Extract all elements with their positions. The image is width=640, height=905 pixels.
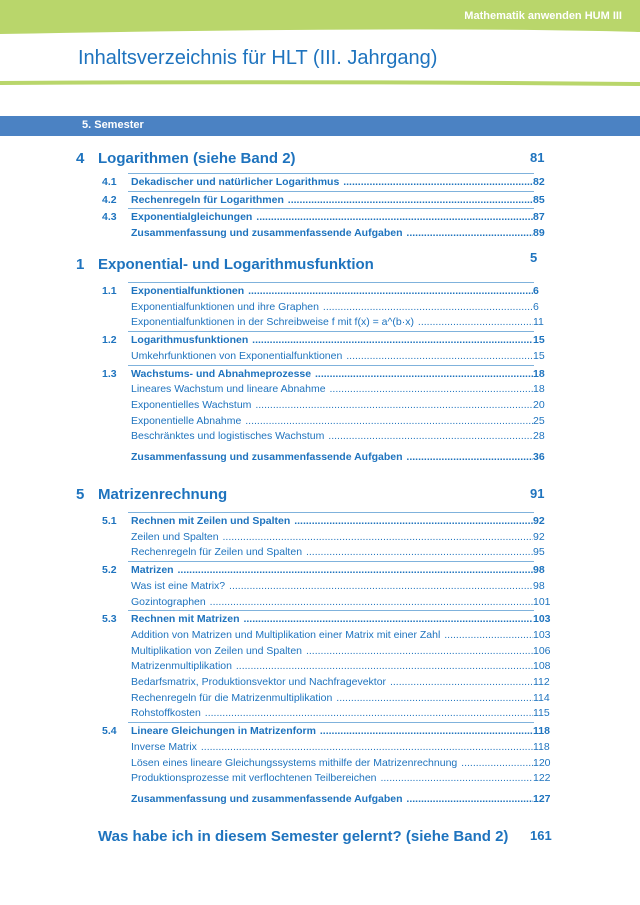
entry-title: Exponentialfunktionen in der Schreibweise f mit f(x) = a^(b·x) xyxy=(131,316,415,329)
entry-leader xyxy=(131,612,533,627)
entry-page: 6 xyxy=(533,284,563,299)
semester-bar xyxy=(0,116,640,136)
header-band xyxy=(0,0,640,38)
entry-page: 95 xyxy=(533,545,563,560)
toc-entry-row[interactable] xyxy=(0,675,640,690)
section-divider xyxy=(128,722,534,723)
entry-leader xyxy=(131,450,533,465)
entry-title: Gozintographen xyxy=(131,595,206,608)
entry-title: Logarithmusfunktionen xyxy=(131,334,249,347)
chapter-heading[interactable] xyxy=(0,150,640,172)
entry-leader xyxy=(131,333,533,348)
entry-page: 18 xyxy=(533,382,563,397)
toc-entry-row[interactable] xyxy=(0,530,640,545)
chapter-title: Exponential- und Logarithmusfunktion xyxy=(98,256,374,273)
entry-title: Rohstoffkosten xyxy=(131,707,201,720)
entry-title: Multiplikation von Zeilen und Spalten xyxy=(131,644,303,657)
entry-leader xyxy=(131,628,533,643)
section-number: 5.4 xyxy=(102,725,117,738)
entry-title: Zusammenfassung und zusammenfassende Aufgaben xyxy=(131,227,403,240)
entry-page: 18 xyxy=(533,367,563,382)
entry-title: Exponentialfunktionen xyxy=(131,285,245,297)
toc-entry-row[interactable] xyxy=(0,398,640,413)
closing-heading[interactable] xyxy=(0,826,640,848)
toc-entry-row[interactable] xyxy=(0,429,640,444)
toc-entry-row[interactable] xyxy=(0,792,640,807)
entry-page: 101 xyxy=(533,595,563,610)
entry-title: Dekadischer und natürlicher Logarithmus xyxy=(131,176,340,188)
section-number: 1.3 xyxy=(102,367,117,380)
toc-entry-row[interactable] xyxy=(0,349,640,364)
entry-leader xyxy=(131,724,533,739)
entry-title: Bedarfsmatrix, Produktionsvektor und Nachfragevektor xyxy=(131,676,387,688)
entry-leader xyxy=(131,349,533,364)
entry-page: 92 xyxy=(533,514,563,529)
entry-title: Matrizen xyxy=(131,564,174,577)
entry-page: 20 xyxy=(533,398,563,413)
entry-leader xyxy=(131,706,533,721)
entry-title: Lineares Wachstum und lineare Abnahme xyxy=(131,383,326,396)
chapter-number: 4 xyxy=(76,150,85,167)
toc-entry-row[interactable] xyxy=(0,579,640,594)
closing-title: Was habe ich in diesem Semester gelernt? (siehe Band 2) xyxy=(98,828,509,845)
entry-title: Inverse Matrix xyxy=(131,740,197,753)
chapter-heading[interactable] xyxy=(0,486,640,508)
entry-title: Rechenregeln für Logarithmen xyxy=(131,193,284,206)
entry-page: 98 xyxy=(533,563,563,578)
entry-page: 114 xyxy=(533,691,563,706)
toc-entry-row[interactable] xyxy=(0,450,640,465)
toc-entry-row[interactable] xyxy=(0,545,640,560)
entry-title: Rechnen mit Zeilen und Spalten xyxy=(131,515,291,527)
entry-page: 85 xyxy=(533,193,563,208)
entry-page: 6 xyxy=(533,300,563,315)
section-divider xyxy=(128,282,534,283)
entry-page: 98 xyxy=(533,579,563,594)
toc-entry-row[interactable] xyxy=(0,315,640,330)
toc-entry-row[interactable] xyxy=(0,300,640,315)
section-number: 1.1 xyxy=(102,285,117,297)
chapter-title: Matrizenrechnung xyxy=(98,486,228,503)
section-divider xyxy=(128,173,534,174)
entry-page: 92 xyxy=(533,530,563,545)
entry-page: 11 xyxy=(533,315,563,330)
section-divider xyxy=(128,561,534,562)
closing-page: 161 xyxy=(530,828,552,843)
entry-leader xyxy=(131,398,533,413)
entry-page: 106 xyxy=(533,644,563,659)
entry-page: 15 xyxy=(533,349,563,364)
section-number: 5.1 xyxy=(102,515,117,527)
section-divider xyxy=(128,331,534,332)
entry-title: Zeilen und Spalten xyxy=(131,530,219,543)
toc-entry-row[interactable] xyxy=(0,382,640,397)
toc-section-row[interactable] xyxy=(0,724,640,739)
entry-title: Exponentielles Wachstum xyxy=(131,398,252,411)
semester-label: 5. Semester xyxy=(82,119,144,131)
entry-leader xyxy=(131,315,533,330)
toc-section-row[interactable] xyxy=(0,193,640,208)
entry-page: 108 xyxy=(533,659,563,674)
entry-leader xyxy=(131,382,533,397)
entry-leader xyxy=(131,367,533,382)
toc-entry-row[interactable] xyxy=(0,226,640,241)
entry-title: Zusammenfassung und zusammenfassende Aufgaben xyxy=(131,792,403,805)
toc-section-row[interactable] xyxy=(0,612,640,627)
entry-leader xyxy=(131,579,533,594)
entry-title: Exponentialgleichungen xyxy=(131,211,253,224)
entry-leader xyxy=(131,595,533,610)
entry-page: 82 xyxy=(533,175,563,190)
entry-page: 127 xyxy=(533,792,563,807)
entry-leader xyxy=(131,545,533,560)
toc-entry-row[interactable] xyxy=(0,740,640,755)
entry-page: 103 xyxy=(533,628,563,643)
entry-title: Produktionsprozesse mit verflochtenen Teilbereichen xyxy=(131,772,377,785)
entry-title: Was ist eine Matrix? xyxy=(131,579,226,592)
section-number: 4.1 xyxy=(102,176,117,188)
toc-entry-row[interactable] xyxy=(0,706,640,721)
page-title: Inhaltsverzeichnis für HLT (III. Jahrgang) xyxy=(78,47,438,69)
entry-page: 115 xyxy=(533,706,563,721)
toc-entry-row[interactable] xyxy=(0,595,640,610)
entry-title: Addition von Matrizen und Multiplikation einer Matrix mit einer Zahl xyxy=(131,628,441,641)
entry-leader xyxy=(131,429,533,444)
entry-leader xyxy=(131,175,533,190)
toc-section-row[interactable] xyxy=(0,175,640,190)
section-number: 4.2 xyxy=(102,193,117,206)
entry-leader xyxy=(131,514,533,529)
entry-title: Umkehrfunktionen von Exponentialfunktionen xyxy=(131,349,343,362)
chapter-heading[interactable] xyxy=(0,250,640,278)
toc-entry-row[interactable] xyxy=(0,771,640,786)
entry-title: Lineare Gleichungen in Matrizenform xyxy=(131,725,316,738)
entry-leader xyxy=(131,740,533,755)
entry-leader xyxy=(131,530,533,545)
section-divider xyxy=(128,208,534,209)
entry-page: 103 xyxy=(533,612,563,627)
chapter-number: 1 xyxy=(76,256,85,273)
toc-entry-row[interactable] xyxy=(0,628,640,643)
toc-entry-row[interactable] xyxy=(0,659,640,674)
toc-entry-row[interactable] xyxy=(0,644,640,659)
section-number: 4.3 xyxy=(102,211,117,224)
entry-title: Wachstums- und Abnahmeprozesse xyxy=(131,367,312,380)
toc-section-row[interactable] xyxy=(0,333,640,348)
section-divider xyxy=(128,512,534,513)
toc-section-row[interactable] xyxy=(0,210,640,225)
entry-page: 87 xyxy=(533,210,563,225)
toc-entry-row[interactable] xyxy=(0,414,640,429)
toc-entry-row[interactable] xyxy=(0,756,640,771)
entry-title: Exponentielle Abnahme xyxy=(131,414,242,427)
entry-leader xyxy=(131,284,533,299)
title-underline xyxy=(0,79,640,87)
entry-title: Beschränktes und logistisches Wachstum xyxy=(131,430,325,443)
entry-leader xyxy=(131,300,533,315)
chapter-page: 5 xyxy=(530,250,538,265)
entry-leader xyxy=(131,210,533,225)
entry-leader xyxy=(131,756,533,771)
section-number: 1.2 xyxy=(102,334,117,347)
entry-title: Rechnen mit Matrizen xyxy=(131,613,240,626)
entry-page: 122 xyxy=(533,771,563,786)
section-number: 5.2 xyxy=(102,564,117,577)
entry-page: 15 xyxy=(533,333,563,348)
entry-leader xyxy=(131,771,533,786)
entry-title: Lösen eines lineare Gleichungssystems mithilfe der Matrizenrechnung xyxy=(131,756,458,769)
entry-title: Rechenregeln für die Matrizenmultiplikation xyxy=(131,691,333,704)
entry-leader xyxy=(131,193,533,208)
entry-page: 118 xyxy=(533,740,563,755)
entry-page: 25 xyxy=(533,414,563,429)
entry-title: Rechenregeln für Zeilen und Spalten xyxy=(131,546,303,559)
entry-page: 120 xyxy=(533,756,563,771)
chapter-page: 91 xyxy=(530,486,545,501)
entry-leader xyxy=(131,226,533,241)
entry-page: 89 xyxy=(533,226,563,241)
entry-leader xyxy=(131,414,533,429)
entry-leader xyxy=(131,659,533,674)
entry-title: Matrizenmultiplikation xyxy=(131,660,232,673)
section-divider xyxy=(128,610,534,611)
section-divider xyxy=(128,365,534,366)
entry-leader xyxy=(131,675,533,690)
chapter-page: 81 xyxy=(530,150,545,165)
toc-section-row[interactable] xyxy=(0,514,640,529)
toc-section-row[interactable] xyxy=(0,563,640,578)
entry-title: Exponentialfunktionen und ihre Graphen xyxy=(131,300,319,313)
entry-leader xyxy=(131,792,533,807)
toc-section-row[interactable] xyxy=(0,367,640,382)
entry-page: 36 xyxy=(533,450,563,465)
entry-page: 112 xyxy=(533,675,563,690)
entry-leader xyxy=(131,691,533,706)
section-number: 5.3 xyxy=(102,613,117,626)
entry-page: 28 xyxy=(533,429,563,444)
toc-entry-row[interactable] xyxy=(0,691,640,706)
section-divider xyxy=(128,191,534,192)
entry-page: 118 xyxy=(533,724,563,739)
entry-leader xyxy=(131,563,533,578)
entry-leader xyxy=(131,644,533,659)
chapter-title: Logarithmen (siehe Band 2) xyxy=(98,150,296,167)
series-title: Mathematik anwenden HUM III xyxy=(464,10,622,22)
toc-section-row[interactable] xyxy=(0,284,640,299)
entry-title: Zusammenfassung und zusammenfassende Aufgaben xyxy=(131,451,403,463)
chapter-number: 5 xyxy=(76,486,85,503)
